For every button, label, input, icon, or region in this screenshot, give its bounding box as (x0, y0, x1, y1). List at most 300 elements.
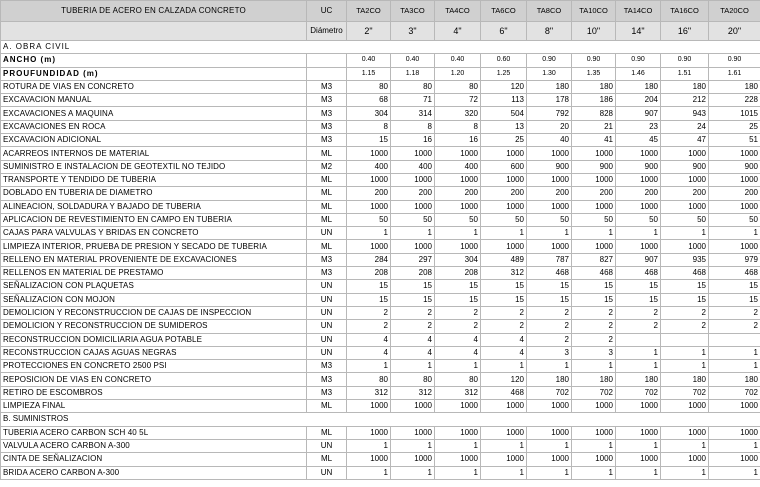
item-quantity: 297 (391, 253, 435, 266)
item-quantity: 1000 (527, 453, 572, 466)
item-description: ACARREOS INTERNOS DE MATERIAL (1, 147, 307, 160)
item-unit: UN (307, 466, 347, 479)
item-quantity: 15 (572, 280, 616, 293)
item-quantity: 2 (347, 306, 391, 319)
diametro-label: Diámetro (307, 22, 347, 41)
item-quantity: 312 (481, 267, 527, 280)
section-a-title: A. OBRA CIVIL (1, 41, 760, 54)
item-quantity: 702 (616, 386, 661, 399)
item-quantity: 1000 (435, 400, 481, 413)
item-quantity: 2 (572, 306, 616, 319)
item-quantity: 228 (709, 94, 760, 107)
item-quantity: 51 (709, 134, 760, 147)
item-quantity: 50 (709, 213, 760, 226)
item-unit: UN (307, 280, 347, 293)
item-description: RELLENOS EN MATERIAL DE PRESTAMO (1, 267, 307, 280)
item-quantity: 1 (527, 227, 572, 240)
item-quantity: 1 (347, 227, 391, 240)
item-description: RECONSTRUCCION DOMICILIARIA AGUA POTABLE (1, 333, 307, 346)
diameter-value: 14" (616, 22, 661, 41)
item-quantity: 16 (435, 134, 481, 147)
item-unit: M3 (307, 360, 347, 373)
item-quantity: 113 (481, 94, 527, 107)
item-quantity: 1000 (347, 147, 391, 160)
item-quantity: 200 (616, 187, 661, 200)
table-row (1, 107, 760, 120)
item-quantity: 1 (527, 466, 572, 479)
diameter-row (1, 22, 760, 41)
item-unit: ML (307, 173, 347, 186)
item-quantity: 4 (435, 333, 481, 346)
profundidad-value: 1.61 (709, 67, 760, 80)
profundidad-value: 1.51 (661, 67, 709, 80)
item-quantity: 1 (481, 439, 527, 452)
item-quantity: 907 (616, 253, 661, 266)
item-quantity: 943 (661, 107, 709, 120)
item-quantity: 400 (347, 160, 391, 173)
item-unit: UN (307, 227, 347, 240)
item-quantity: 1000 (527, 426, 572, 439)
profundidad-value: 1.20 (435, 67, 481, 80)
item-description: EXCAVACIONES A MAQUINA (1, 107, 307, 120)
item-quantity: 468 (661, 267, 709, 280)
item-quantity: 72 (435, 94, 481, 107)
item-quantity: 1000 (481, 453, 527, 466)
item-unit: M3 (307, 373, 347, 386)
item-quantity: 80 (347, 373, 391, 386)
item-quantity: 1015 (709, 107, 760, 120)
item-quantity: 180 (572, 80, 616, 93)
item-quantity: 80 (391, 80, 435, 93)
item-quantity: 25 (709, 120, 760, 133)
item-quantity: 180 (616, 373, 661, 386)
item-quantity: 320 (435, 107, 481, 120)
code-header: TA8CO (527, 1, 572, 22)
item-quantity: 1000 (435, 240, 481, 253)
code-header: TA4CO (435, 1, 481, 22)
item-quantity: 1 (572, 439, 616, 452)
item-quantity: 2 (481, 320, 527, 333)
item-quantity: 15 (347, 134, 391, 147)
item-quantity: 1 (616, 439, 661, 452)
item-quantity: 2 (435, 320, 481, 333)
item-quantity (661, 333, 709, 346)
item-quantity: 900 (616, 160, 661, 173)
item-unit: UN (307, 333, 347, 346)
item-quantity: 2 (661, 306, 709, 319)
code-header: TA3CO (391, 1, 435, 22)
item-quantity: 8 (391, 120, 435, 133)
item-description: SEÑALIZACION CON PLAQUETAS (1, 280, 307, 293)
item-quantity: 468 (481, 386, 527, 399)
ancho-value: 0.90 (572, 54, 616, 67)
item-quantity: 1000 (709, 173, 760, 186)
ancho-value: 0.40 (347, 54, 391, 67)
item-quantity: 1000 (661, 453, 709, 466)
empty-cell (307, 67, 347, 80)
item-quantity: 212 (661, 94, 709, 107)
item-quantity: 50 (572, 213, 616, 226)
code-header: TA10CO (572, 1, 616, 22)
profundidad-label: PROUFUNDIDAD (m) (1, 67, 307, 80)
item-quantity: 1 (709, 439, 760, 452)
table-row (1, 160, 760, 173)
item-description: BRIDA ACERO CARBON A-300 (1, 466, 307, 479)
item-quantity: 4 (481, 333, 527, 346)
item-quantity: 1000 (709, 240, 760, 253)
header-row (1, 1, 760, 22)
item-quantity: 15 (435, 293, 481, 306)
item-quantity: 50 (661, 213, 709, 226)
item-quantity: 120 (481, 80, 527, 93)
ancho-value: 0.90 (616, 54, 661, 67)
item-quantity: 468 (572, 267, 616, 280)
item-quantity: 15 (391, 280, 435, 293)
item-quantity: 900 (572, 160, 616, 173)
item-description: CINTA DE SEÑALIZACION (1, 453, 307, 466)
item-quantity: 2 (347, 320, 391, 333)
item-quantity: 80 (435, 373, 481, 386)
item-quantity: 1000 (572, 240, 616, 253)
item-quantity: 23 (616, 120, 661, 133)
item-quantity: 468 (527, 267, 572, 280)
item-quantity: 1000 (616, 240, 661, 253)
item-quantity: 1 (347, 439, 391, 452)
item-quantity: 4 (391, 333, 435, 346)
profundidad-row (1, 67, 760, 80)
ancho-value: 0.90 (527, 54, 572, 67)
table-row (1, 466, 760, 479)
item-unit: ML (307, 400, 347, 413)
item-quantity: 1000 (481, 240, 527, 253)
item-quantity: 2 (527, 320, 572, 333)
table-row (1, 240, 760, 253)
item-quantity: 1000 (616, 200, 661, 213)
item-quantity: 907 (616, 107, 661, 120)
item-quantity: 15 (527, 293, 572, 306)
item-quantity: 1 (572, 466, 616, 479)
item-description: EXCAVACION MANUAL (1, 94, 307, 107)
item-quantity: 1 (661, 360, 709, 373)
item-quantity: 4 (347, 346, 391, 359)
item-quantity: 3 (572, 346, 616, 359)
item-quantity: 1 (616, 466, 661, 479)
item-unit: ML (307, 187, 347, 200)
item-quantity: 1 (709, 466, 760, 479)
item-quantity: 1000 (347, 400, 391, 413)
item-quantity: 1000 (435, 147, 481, 160)
item-quantity: 50 (616, 213, 661, 226)
item-quantity: 200 (481, 187, 527, 200)
item-quantity: 15 (481, 293, 527, 306)
item-quantity: 1000 (391, 426, 435, 439)
diameter-value: 20" (709, 22, 760, 41)
item-quantity: 900 (709, 160, 760, 173)
item-quantity (616, 333, 661, 346)
item-quantity: 2 (661, 320, 709, 333)
item-unit: ML (307, 147, 347, 160)
item-quantity: 400 (435, 160, 481, 173)
item-quantity: 15 (527, 280, 572, 293)
item-description: TUBERIA ACERO CARBON SCH 40 5L (1, 426, 307, 439)
item-quantity: 8 (347, 120, 391, 133)
item-quantity: 1000 (347, 200, 391, 213)
item-unit: UN (307, 306, 347, 319)
table-row (1, 213, 760, 226)
item-quantity: 25 (481, 134, 527, 147)
item-unit: ML (307, 213, 347, 226)
item-quantity: 2 (572, 333, 616, 346)
item-description: TRANSPORTE Y TENDIDO DE TUBERIA (1, 173, 307, 186)
item-quantity: 41 (572, 134, 616, 147)
item-quantity: 1 (616, 227, 661, 240)
code-header: TA20CO (709, 1, 760, 22)
item-quantity: 1000 (435, 200, 481, 213)
table-row (1, 386, 760, 399)
item-unit: M2 (307, 160, 347, 173)
item-quantity: 468 (709, 267, 760, 280)
section-row (1, 41, 760, 54)
item-unit: ML (307, 426, 347, 439)
item-description: RETIRO DE ESCOMBROS (1, 386, 307, 399)
item-quantity: 1 (435, 227, 481, 240)
profundidad-value: 1.46 (616, 67, 661, 80)
item-quantity: 1000 (661, 147, 709, 160)
item-quantity: 50 (391, 213, 435, 226)
item-quantity: 180 (527, 80, 572, 93)
table-row (1, 346, 760, 359)
empty-cell (307, 54, 347, 67)
item-quantity: 8 (435, 120, 481, 133)
item-quantity: 1000 (527, 400, 572, 413)
item-quantity: 489 (481, 253, 527, 266)
table-row (1, 173, 760, 186)
item-quantity: 1 (709, 346, 760, 359)
item-quantity: 180 (572, 373, 616, 386)
item-quantity: 120 (481, 373, 527, 386)
item-quantity: 1 (572, 227, 616, 240)
item-quantity: 1000 (572, 200, 616, 213)
table-row (1, 293, 760, 306)
item-quantity: 208 (391, 267, 435, 280)
item-quantity: 1000 (481, 400, 527, 413)
item-quantity: 1000 (661, 173, 709, 186)
item-quantity: 180 (709, 373, 760, 386)
item-quantity: 2 (527, 306, 572, 319)
ancho-label: ANCHO (m) (1, 54, 307, 67)
item-quantity: 1 (661, 466, 709, 479)
table-body (1, 41, 760, 480)
item-quantity: 702 (527, 386, 572, 399)
item-quantity: 1000 (527, 200, 572, 213)
item-quantity: 1 (527, 439, 572, 452)
item-quantity: 4 (481, 346, 527, 359)
item-quantity: 304 (435, 253, 481, 266)
item-quantity: 2 (435, 306, 481, 319)
item-quantity: 50 (347, 213, 391, 226)
table-row (1, 94, 760, 107)
item-quantity: 1000 (572, 173, 616, 186)
item-quantity: 3 (527, 346, 572, 359)
item-quantity: 15 (347, 293, 391, 306)
item-quantity: 1 (347, 360, 391, 373)
item-description: RECONSTRUCCION CAJAS AGUAS NEGRAS (1, 346, 307, 359)
item-quantity: 200 (347, 187, 391, 200)
item-quantity: 2 (616, 320, 661, 333)
item-quantity: 1000 (616, 173, 661, 186)
item-quantity: 40 (527, 134, 572, 147)
item-quantity: 1 (391, 439, 435, 452)
table-row (1, 320, 760, 333)
item-quantity: 600 (481, 160, 527, 173)
item-quantity: 178 (527, 94, 572, 107)
code-header: TA6CO (481, 1, 527, 22)
item-quantity: 1 (616, 360, 661, 373)
item-quantity: 1000 (391, 453, 435, 466)
item-description: SEÑALIZACION CON MOJON (1, 293, 307, 306)
item-quantity: 1000 (391, 200, 435, 213)
item-quantity: 2 (527, 333, 572, 346)
table-row (1, 200, 760, 213)
item-quantity: 400 (391, 160, 435, 173)
code-header: TA16CO (661, 1, 709, 22)
item-quantity: 71 (391, 94, 435, 107)
item-quantity: 204 (616, 94, 661, 107)
item-quantity: 1 (391, 360, 435, 373)
profundidad-value: 1.15 (347, 67, 391, 80)
item-quantity: 979 (709, 253, 760, 266)
item-description: ROTURA DE VIAS EN CONCRETO (1, 80, 307, 93)
table-row (1, 306, 760, 319)
item-quantity: 1000 (616, 426, 661, 439)
item-unit: M3 (307, 386, 347, 399)
item-quantity: 208 (435, 267, 481, 280)
item-quantity: 1000 (709, 426, 760, 439)
item-quantity: 1000 (481, 173, 527, 186)
item-quantity: 15 (661, 280, 709, 293)
item-description: LIMPIEZA INTERIOR, PRUEBA DE PRESION Y SECADO DE TUBERIA (1, 240, 307, 253)
item-quantity: 1000 (347, 173, 391, 186)
item-unit: UN (307, 320, 347, 333)
item-description: EXCAVACIONES EN ROCA (1, 120, 307, 133)
item-quantity: 504 (481, 107, 527, 120)
item-quantity: 1000 (527, 173, 572, 186)
item-quantity: 1000 (616, 147, 661, 160)
item-quantity: 15 (616, 293, 661, 306)
item-quantity: 1 (481, 466, 527, 479)
item-description: VALVULA ACERO CARBON A-300 (1, 439, 307, 452)
item-quantity: 24 (661, 120, 709, 133)
profundidad-value: 1.25 (481, 67, 527, 80)
table-row (1, 227, 760, 240)
item-quantity: 50 (527, 213, 572, 226)
item-quantity: 1000 (661, 426, 709, 439)
item-quantity: 792 (527, 107, 572, 120)
item-quantity: 180 (709, 80, 760, 93)
item-quantity: 1000 (391, 173, 435, 186)
item-quantity: 180 (616, 80, 661, 93)
item-quantity: 200 (572, 187, 616, 200)
item-quantity: 200 (709, 187, 760, 200)
item-description: RELLENO EN MATERIAL PROVENIENTE DE EXCAVACIONES (1, 253, 307, 266)
item-unit: ML (307, 240, 347, 253)
item-quantity: 200 (527, 187, 572, 200)
item-quantity: 702 (709, 386, 760, 399)
item-quantity: 304 (347, 107, 391, 120)
item-quantity: 15 (616, 280, 661, 293)
ancho-row (1, 54, 760, 67)
item-quantity: 1000 (616, 400, 661, 413)
table-row (1, 360, 760, 373)
item-quantity (709, 333, 760, 346)
item-quantity: 2 (391, 306, 435, 319)
item-quantity: 15 (709, 293, 760, 306)
table-row (1, 373, 760, 386)
item-quantity: 200 (391, 187, 435, 200)
empty-cell (1, 22, 307, 41)
item-quantity: 200 (661, 187, 709, 200)
table-title: TUBERIA DE ACERO EN CALZADA CONCRETO (1, 1, 307, 22)
item-quantity: 1 (572, 360, 616, 373)
item-quantity: 15 (661, 293, 709, 306)
item-quantity: 21 (572, 120, 616, 133)
table-row (1, 426, 760, 439)
item-description: DOBLADO EN TUBERIA DE DIAMETRO (1, 187, 307, 200)
diameter-value: 10" (572, 22, 616, 41)
item-quantity: 1 (661, 346, 709, 359)
item-quantity: 900 (527, 160, 572, 173)
diameter-value: 8" (527, 22, 572, 41)
item-quantity: 50 (435, 213, 481, 226)
table-row (1, 187, 760, 200)
item-quantity: 1000 (481, 147, 527, 160)
item-quantity: 1000 (347, 240, 391, 253)
item-unit: M3 (307, 80, 347, 93)
item-quantity: 180 (661, 80, 709, 93)
item-quantity: 312 (435, 386, 481, 399)
item-quantity: 2 (572, 320, 616, 333)
item-quantity: 1000 (391, 240, 435, 253)
diameter-value: 3" (391, 22, 435, 41)
item-quantity: 1000 (709, 200, 760, 213)
item-quantity: 1 (661, 227, 709, 240)
item-quantity: 1 (435, 360, 481, 373)
item-quantity: 1000 (435, 426, 481, 439)
item-unit: UN (307, 346, 347, 359)
item-quantity: 1 (709, 227, 760, 240)
item-description: ALINEACION, SOLDADURA Y BAJADO DE TUBERIA (1, 200, 307, 213)
section-b-title: B. SUMINISTROS (1, 413, 760, 426)
item-quantity: 702 (661, 386, 709, 399)
item-quantity: 15 (481, 280, 527, 293)
item-quantity: 200 (435, 187, 481, 200)
item-quantity: 2 (481, 306, 527, 319)
item-quantity: 827 (572, 253, 616, 266)
item-quantity: 1000 (347, 426, 391, 439)
table-row (1, 267, 760, 280)
code-header: TA14CO (616, 1, 661, 22)
item-quantity: 68 (347, 94, 391, 107)
item-quantity: 1000 (661, 200, 709, 213)
item-quantity: 4 (435, 346, 481, 359)
item-description: REPOSICION DE VIAS EN CONCRETO (1, 373, 307, 386)
item-quantity: 1 (709, 360, 760, 373)
code-header: TA2CO (347, 1, 391, 22)
item-quantity: 1000 (616, 453, 661, 466)
item-quantity: 1000 (435, 173, 481, 186)
table-row (1, 80, 760, 93)
item-quantity: 2 (709, 320, 760, 333)
